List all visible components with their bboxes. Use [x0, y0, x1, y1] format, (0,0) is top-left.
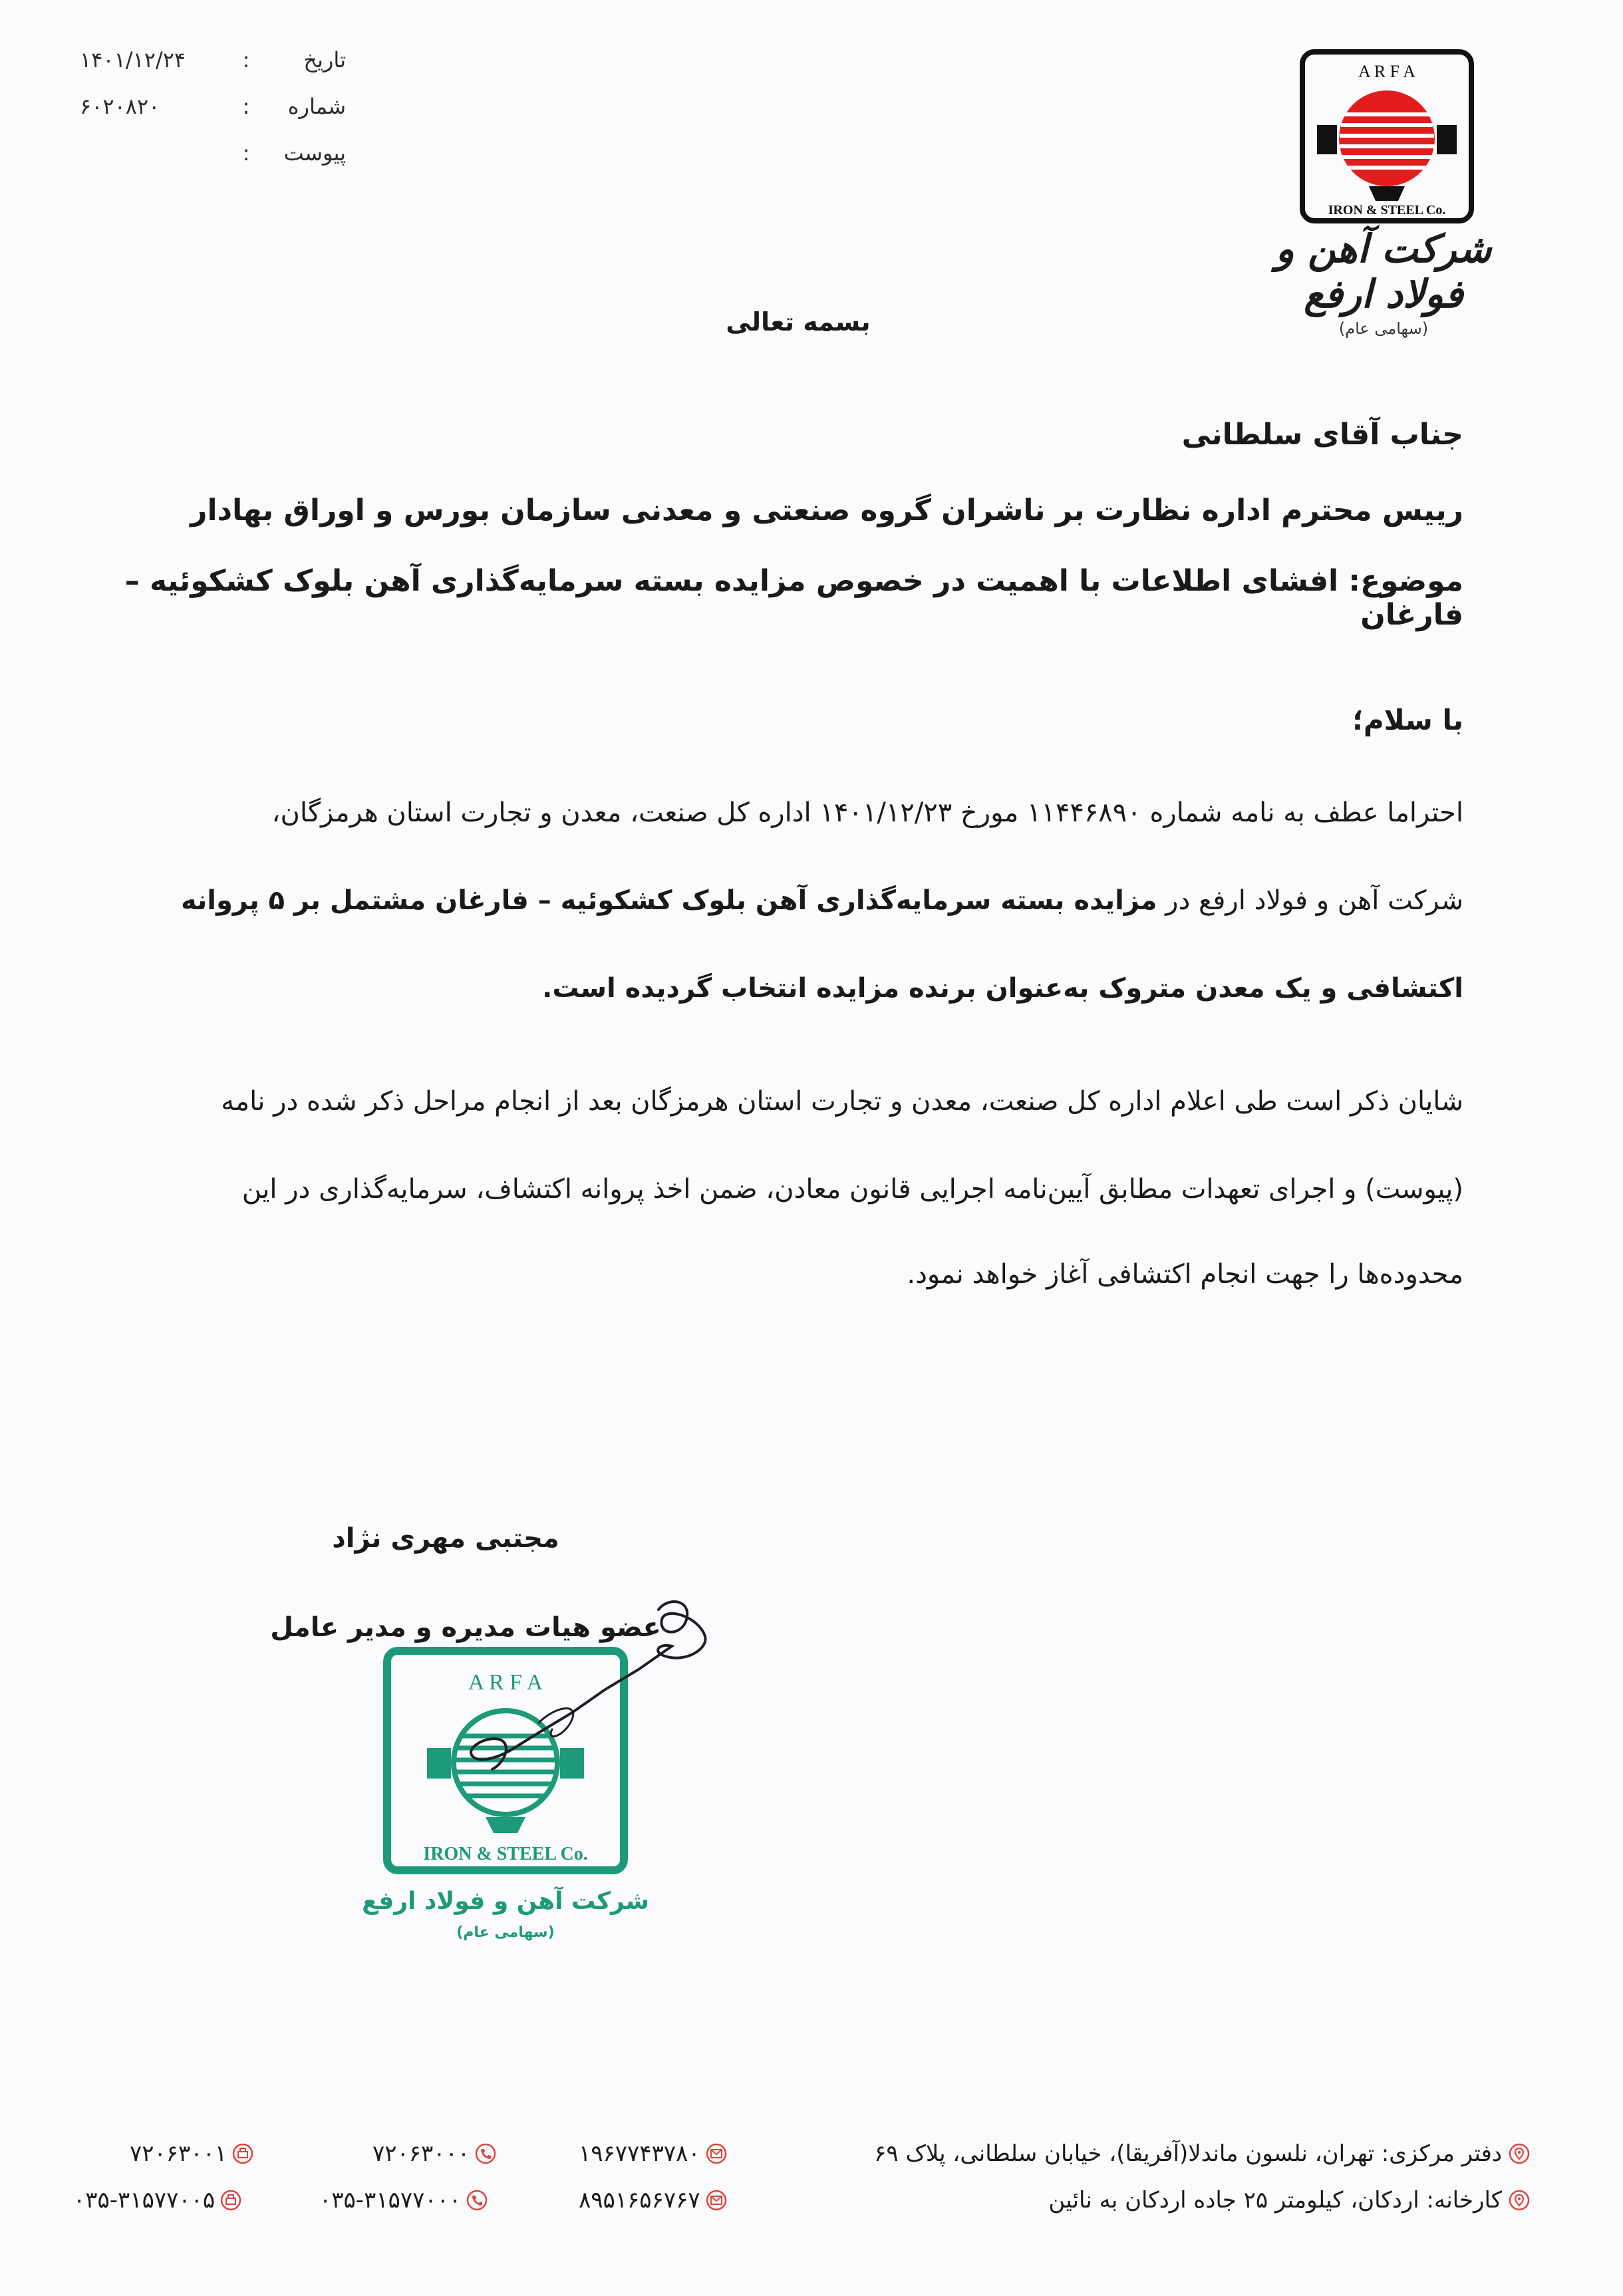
- signatory-name: مجتبی مهری نژاد: [332, 1523, 559, 1554]
- logo-persian-name: شرکت آهن و فولاد ارفع: [1275, 226, 1492, 317]
- signatory-title: عضو هیات مدیره و مدیر عامل: [270, 1612, 661, 1643]
- footer-office-row: [67, 2134, 1530, 2174]
- handwritten-signature: [439, 1590, 732, 1789]
- letter-meta: [80, 37, 346, 176]
- date-label: تاریخ: [303, 47, 346, 72]
- footer-office-fax: [130, 2140, 253, 2167]
- number-value: ۶۰۲۰۸۲۰: [80, 94, 160, 119]
- factory-address-text: کارخانه: اردکان، کیلومتر ۲۵ جاده اردکان به نائین: [1048, 2187, 1502, 2214]
- footer-factory-postal: [579, 2187, 727, 2214]
- footer-office-address: [874, 2140, 1530, 2167]
- paragraph-2-line-2: (پیوست) و اجرای تعهدات مطابق آیین‌نامه اجرایی قانون معادن، ضمن اخذ پروانه اکتشاف، سرمایه‌گذاری در این: [241, 1174, 1463, 1205]
- attachment-row: [80, 130, 346, 176]
- paragraph-2-line-1: شایان ذکر است طی اعلام اداره کل صنعت، معدن و تجارت استان هرمزگان بعد از انجام مراحل ذکر شده در نامه: [221, 1086, 1463, 1117]
- paragraph-1-line-1: احتراما عطف به نامه شماره ۱۱۴۴۶۸۹۰ مورخ ۱۴۰۱/۱۲/۲۳ اداره کل صنعت، معدن و تجارت استان هرمزگان،: [271, 797, 1463, 828]
- office-fax-number: ۷۲۰۶۳۰۰۱: [130, 2140, 227, 2167]
- office-phone-number: ۷۲۰۶۳۰۰۰: [372, 2140, 470, 2167]
- number-label: شماره: [287, 94, 346, 119]
- attachment-separator: :: [242, 140, 250, 166]
- recipient-title: رییس محترم اداره نظارت بر ناشران گروه صنعتی و معدنی سازمان بورس و اوراق بهادار: [190, 494, 1463, 527]
- location-pin-icon: [1509, 2143, 1530, 2164]
- phone-icon: [466, 2190, 488, 2211]
- stamp-persian: شرکت آهن و فولاد ارفع: [362, 1888, 649, 1915]
- stamp-english: IRON & STEEL Co.: [423, 1844, 588, 1864]
- basmala: بسمه تعالی: [726, 307, 871, 337]
- number-separator: :: [242, 94, 250, 119]
- company-logo: [1297, 47, 1477, 226]
- factory-fax-number: ۰۳۵-۳۱۵۷۷۰۰۵: [73, 2187, 216, 2214]
- footer-factory-row: [67, 2180, 1530, 2220]
- recipient-name: جناب آقای سلطانی: [1181, 418, 1463, 452]
- phone-icon: [475, 2143, 496, 2164]
- fax-icon: [232, 2143, 253, 2164]
- attachment-label: پیوست: [283, 140, 346, 166]
- footer-factory-fax: [73, 2187, 241, 2214]
- stamp-letters: A R F A: [468, 1670, 543, 1695]
- factory-phone-number: ۰۳۵-۳۱۵۷۷۰۰۰: [319, 2187, 462, 2214]
- date-value: ۱۴۰۱/۱۲/۲۴: [80, 47, 186, 72]
- mail-icon: [706, 2143, 727, 2164]
- footer-office-phone: [372, 2140, 496, 2167]
- location-pin-icon: [1509, 2190, 1530, 2211]
- stamp-type: (سهامی عام): [456, 1924, 555, 1941]
- paragraph-1-line-2-bold: مزایده بسته سرمایه‌گذاری آهن بلوک کشکوئیه – فارغان مشتمل بر ۵ پروانه: [180, 885, 1157, 916]
- paragraph-1-line-2-regular: شرکت آهن و فولاد ارفع در: [1157, 885, 1463, 916]
- factory-postal-code: ۸۹۵۱۶۵۶۷۶۷: [579, 2187, 700, 2214]
- logo-letters: A R F A: [1358, 62, 1415, 81]
- date-separator: :: [242, 47, 250, 72]
- date-row: [80, 37, 346, 83]
- footer-factory-phone: [319, 2187, 488, 2214]
- letter-subject: موضوع: افشای اطلاعات با اهمیت در خصوص مزایده بسته سرمایه‌گذاری آهن بلوک کشکوئیه – فارغان: [124, 564, 1463, 632]
- greeting: با سلام؛: [1352, 704, 1463, 736]
- logo-caption: [1251, 226, 1517, 338]
- paragraph-1-line-3: اکتشافی و یک معدن متروک به‌عنوان برنده مزایده انتخاب گردیده است.: [542, 973, 1463, 1004]
- footer-office-postal: [579, 2140, 727, 2167]
- number-row: [80, 83, 346, 130]
- mail-icon: [706, 2190, 727, 2211]
- paragraph-1-line-2: [93, 887, 1463, 914]
- fax-icon: [220, 2190, 241, 2211]
- logo-company-type: (سهامی عام): [1338, 319, 1429, 338]
- office-address-text: دفتر مرکزی: تهران، نلسون ماندلا(آفریقا)، خیابان سلطانی، پلاک ۶۹: [874, 2140, 1502, 2167]
- office-postal-code: ۱۹۶۷۷۴۳۷۸۰: [579, 2140, 700, 2167]
- paragraph-2-line-3: محدوده‌ها را جهت انجام اکتشافی آغاز خواهد نمود.: [907, 1259, 1463, 1290]
- footer-factory-address: [1048, 2187, 1530, 2214]
- logo-english-name: IRON & STEEL Co.: [1328, 203, 1446, 217]
